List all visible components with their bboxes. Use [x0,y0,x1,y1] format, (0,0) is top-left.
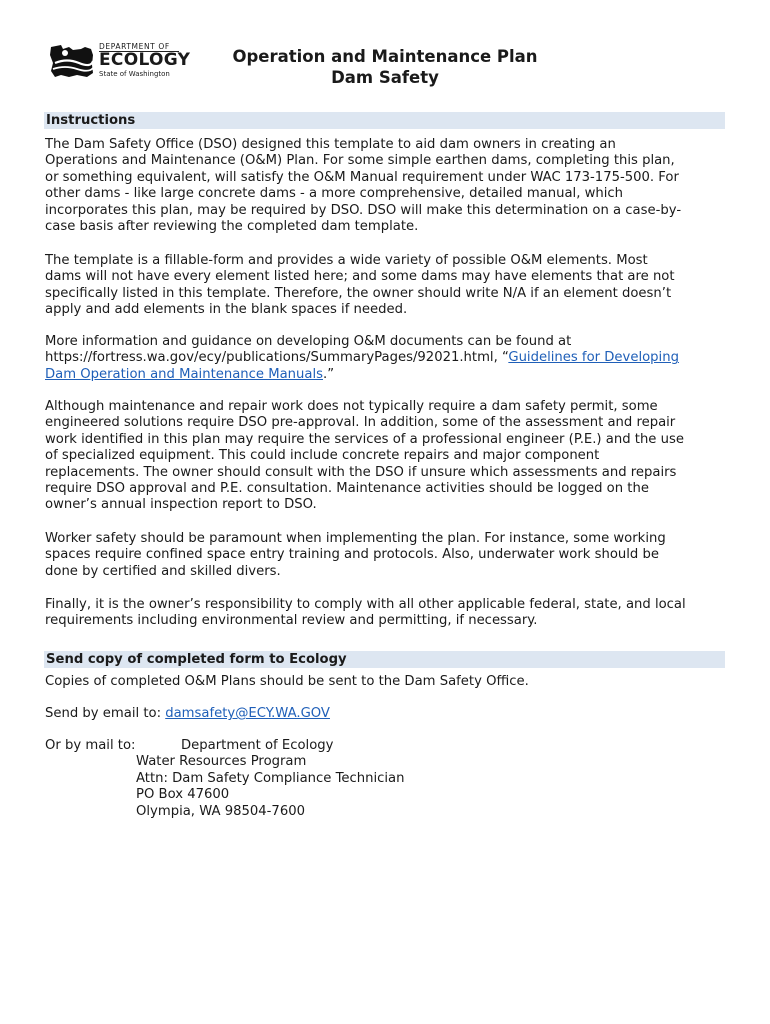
email-row [45,706,735,722]
guidance-suffix: .” [323,366,335,382]
mail-label: Or by mail to: [45,738,136,753]
logo-state: State of Washington [99,70,170,78]
send-copy-heading: Send copy of completed form to Ecology [44,651,725,668]
address-line-4: PO Box 47600 [136,787,230,802]
email-link[interactable]: damsafety@ECY.WA.GOV [165,706,330,721]
ecology-logo [47,41,191,83]
logo-name: ECOLOGY [99,50,191,70]
instructions-paragraph-1: The Dam Safety Office (DSO) designed this template to aid dam owners in creating an Operations and Maintenance (O&M) Plan. For some simple earthen dams, completing this plan, or something equivalent, will satisfy the O&M Manual requirement under WAC 173-175-500. For other dams - like large concrete dams - a more comprehensive, detailed manual, which incorporates this plan, may be required by DSO. DSO will make this determination on a case-by- case basis after reviewing the completed dam template. [45,137,682,235]
instructions-paragraph-4: Although maintenance and repair work does not typically require a dam safety permit, some engineered solutions require DSO pre-approval. In addition, some of the assessment and repair work identified in this plan may require the services of a professional engineer (P.E.) and the use of specialized equipment. This could include concrete repairs and major component replacements. The owner should consult with the DSO if unsure which assessments and repairs require DSO approval and P.E. consultation. Maintenance activities should be logged on the owner’s annual inspection report to DSO. [45,399,684,513]
guidance-text: More information and guidance on developing O&M documents can be found at https://fortress.wa.gov/ecy/publications/SummaryPages/92021.html, “ [45,334,572,366]
email-label: Send by email to: [45,706,166,721]
page-title [190,46,580,88]
title-line-2: Dam Safety [331,68,439,87]
title-line-1: Operation and Maintenance Plan [232,47,538,66]
instructions-paragraph-2: The template is a fillable-form and provides a wide variety of possible O&M elements. Most dams will not have every element listed here; and some dams may have elements that are not specifically listed in this template. Therefore, the owner should write N/A if an element doesn’t apply and add elements in the blank spaces if needed. [45,253,675,318]
address-line-2: Water Resources Program [136,754,307,769]
logo-text [99,41,189,79]
instructions-paragraph-5: Worker safety should be paramount when implementing the plan. For instance, some working spaces require confined space entry training and protocols. Also, underwater work should be done by certified and skilled divers. [45,531,666,579]
guidelines-link[interactable]: Guidelines for Developing Dam Operation and Maintenance Manuals [45,350,679,382]
address-line-5: Olympia, WA 98504-7600 [136,804,305,819]
instructions-heading: Instructions [44,112,725,129]
washington-state-icon [47,41,97,83]
logo-department: DEPARTMENT OF [99,42,170,51]
instructions-paragraph-3 [45,334,735,383]
send-copy-paragraph: Copies of completed O&M Plans should be sent to the Dam Safety Office. [45,674,529,689]
address-line-1: Department of Ecology [181,738,334,753]
address-line-3: Attn: Dam Safety Compliance Technician [136,771,405,786]
instructions-paragraph-6: Finally, it is the owner’s responsibility to comply with all other applicable federal, state, and local requirements including environmental review and permitting, if necessary. [45,597,686,629]
